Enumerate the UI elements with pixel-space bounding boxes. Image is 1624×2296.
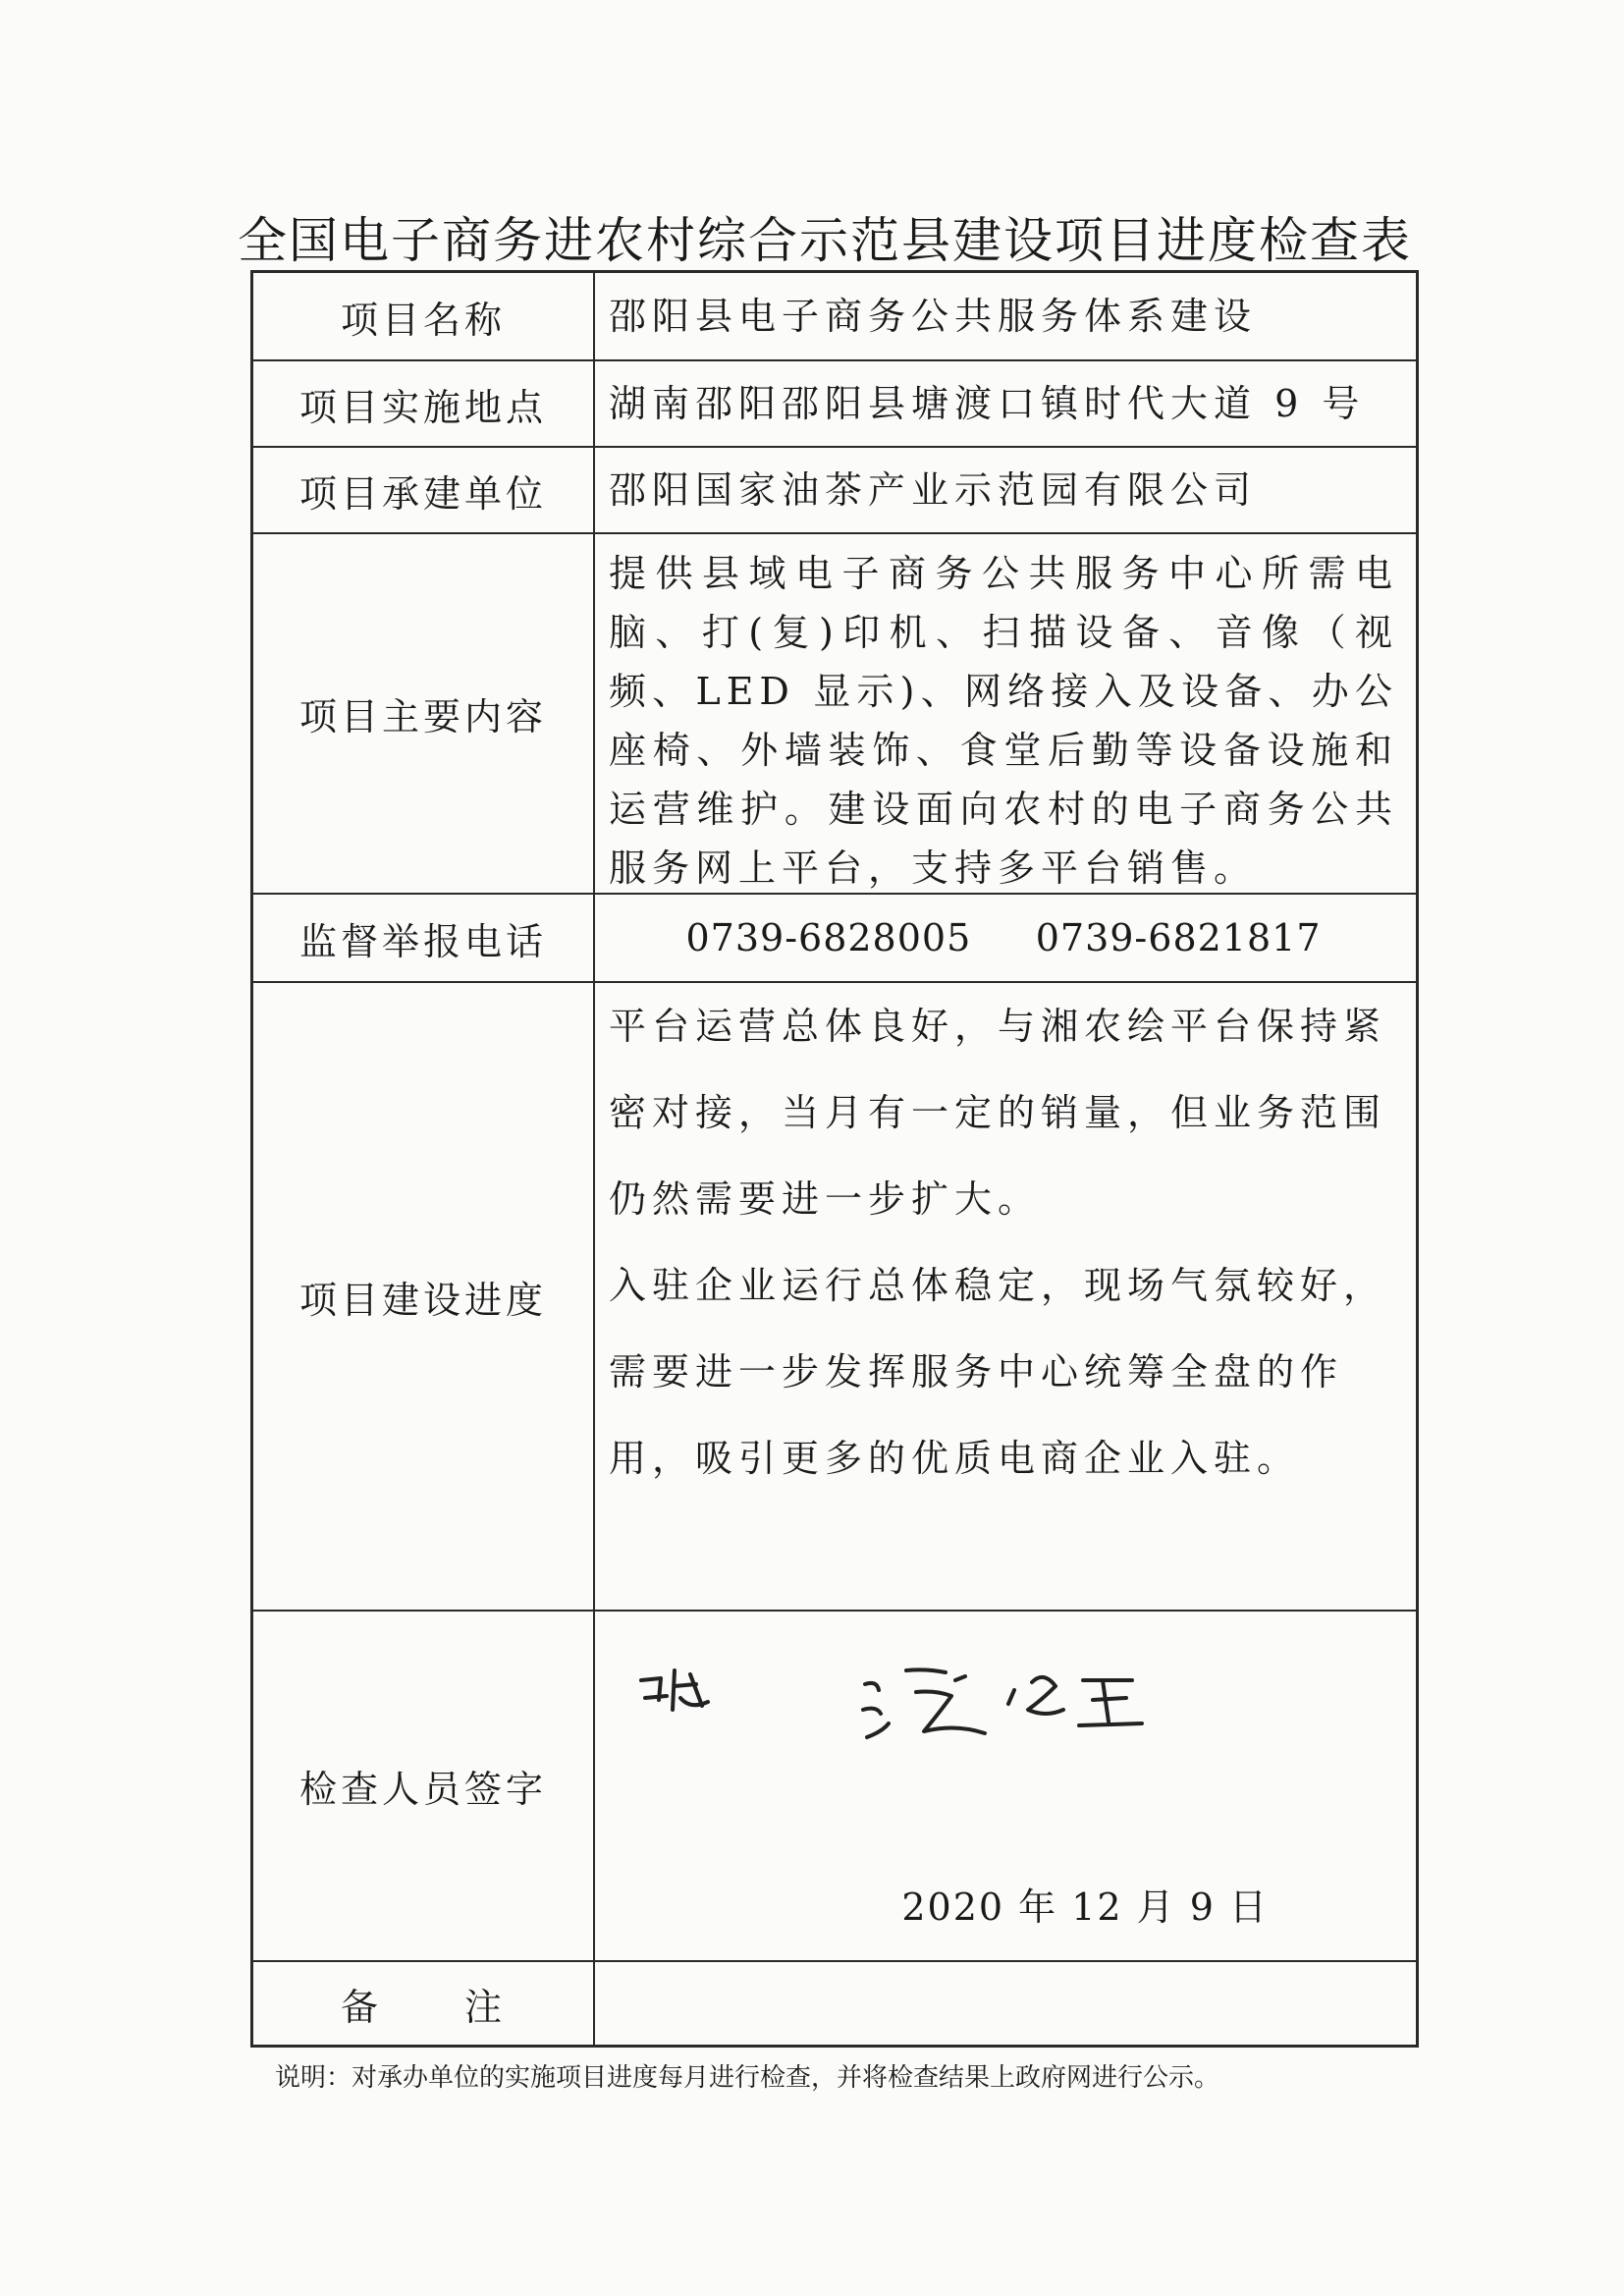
label-location: 项目实施地点 — [253, 361, 595, 446]
value-remarks — [609, 1962, 1398, 2045]
row-signature — [253, 1612, 1416, 1962]
value-location: 湖南邵阳邵阳县塘渡口镇时代大道 9 号 — [609, 382, 1366, 425]
value-progress — [609, 983, 1398, 1610]
footnote: 说明：对承办单位的实施项目进度每月进行检查，并将检查结果上政府网进行公示。 — [275, 2063, 1220, 2093]
row-main-content — [253, 534, 1416, 895]
row-contractor — [253, 448, 1416, 534]
value-phone — [609, 895, 1398, 981]
row-phone — [253, 895, 1416, 983]
label-project-name: 项目名称 — [253, 273, 595, 359]
label-progress: 项目建设进度 — [253, 983, 595, 1610]
progress-paragraph-1: 平台运营总体良好，与湘农绘平台保持紧密对接，当月有一定的销量，但业务范围仍然需要进一步扩大。 — [609, 1005, 1387, 1221]
row-remarks — [253, 1962, 1416, 2045]
row-project-name — [253, 273, 1416, 361]
value-project-name: 邵阳县电子商务公共服务体系建设 — [609, 295, 1258, 338]
label-main-content: 项目主要内容 — [253, 534, 595, 893]
signature-date: 2020 年 12 月 9 日 — [901, 1886, 1269, 1929]
label-signature: 检查人员签字 — [253, 1612, 595, 1960]
phone-number-1: 0739-6828005 — [685, 916, 972, 959]
row-progress — [253, 983, 1416, 1612]
value-main-content: 提供县域电子商务公共服务中心所需电脑、打(复)印机、扫描设备、音像（视频、LED 显示)、网络接入及设备、办公座椅、外墙装饰、食堂后勤等设备设施和运营维护。建设面向农村的电子商务公共服务网上平台，支持多平台销售。 — [609, 552, 1398, 890]
inspection-table — [250, 270, 1419, 2048]
value-contractor: 邵阳国家油茶产业示范园有限公司 — [609, 468, 1258, 512]
progress-paragraph-2: 入驻企业运行总体稳定，现场气氛较好，需要进一步发挥服务中心统筹全盘的作用，吸引更多的优质电商企业入驻。 — [609, 1264, 1387, 1480]
label-phone: 监督举报电话 — [253, 895, 595, 981]
label-remarks: 备 注 — [253, 1962, 595, 2045]
handwritten-signature — [631, 1641, 1181, 1769]
label-contractor: 项目承建单位 — [253, 448, 595, 532]
row-location — [253, 361, 1416, 448]
form-title: 全国电子商务进农村综合示范县建设项目进度检查表 — [238, 212, 1412, 269]
phone-number-2: 0739-6821817 — [1035, 916, 1322, 959]
